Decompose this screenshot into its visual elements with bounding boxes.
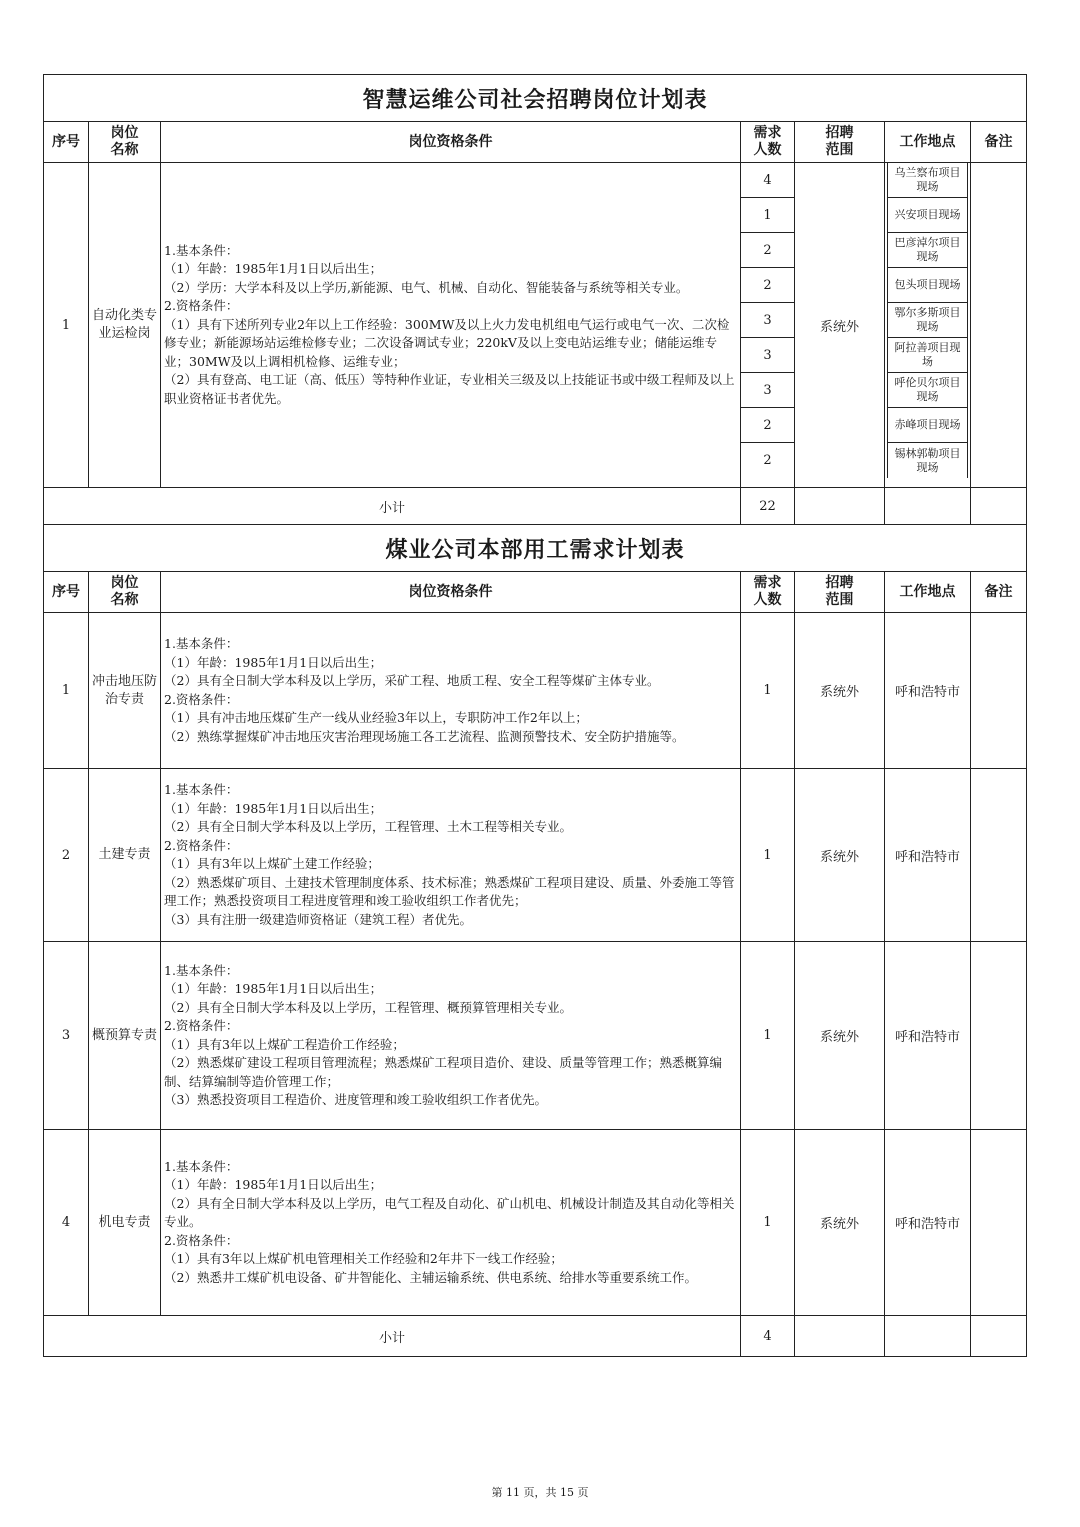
requirement-line: （2）具有全日制大学本科及以上学历，工程管理、概预算管理相关专业。 <box>164 999 572 1015</box>
header-place: 工作地点 <box>885 572 971 613</box>
requirement-line: （1）具有3年以上煤矿土建工作经验； <box>164 856 380 871</box>
page-footer: 第 11 页，共 15 页 <box>491 1486 589 1499</box>
requirement-line: 1.基本条件： <box>164 962 239 978</box>
site-count: 2 <box>741 268 794 303</box>
requirement-line: 2.资格条件： <box>164 837 239 853</box>
requirement-line: （1）年龄：1985年1月1日以后出生； <box>164 1177 383 1193</box>
table1-row <box>44 163 1027 488</box>
site-place: 包头项目现场 <box>887 268 968 303</box>
requirement-line: 2.资格条件： <box>164 691 239 707</box>
site-count: 3 <box>741 303 794 338</box>
site-place: 乌兰察布项目现场 <box>887 163 968 198</box>
row-place: 呼和浩特市 <box>885 769 971 942</box>
subtotal-place <box>885 1316 971 1357</box>
header-note: 备注 <box>971 122 1027 163</box>
requirement-line: （1）年龄：1985年1月1日以后出生； <box>164 261 383 277</box>
recruitment-table <box>43 74 1027 1357</box>
header-req: 岗位资格条件 <box>161 122 741 163</box>
requirement-line: （3）具有注册一级建造师资格证（建筑工程）者优先。 <box>164 911 472 927</box>
site-place: 赤峰项目现场 <box>887 408 968 443</box>
site-count: 3 <box>741 373 794 408</box>
header-req: 岗位资格条件 <box>161 572 741 613</box>
row-note <box>971 163 1027 488</box>
row-place: 呼和浩特市 <box>885 613 971 769</box>
header-scope <box>795 572 885 613</box>
table2-body <box>44 613 1027 1316</box>
site-count: 3 <box>741 338 794 373</box>
header-note: 备注 <box>971 572 1027 613</box>
requirement-line: 1.基本条件： <box>164 242 239 258</box>
row-count: 1 <box>741 1130 795 1316</box>
requirement-line: （2）熟练掌握煤矿冲击地压灾害治理现场施工各工艺流程、监测预警技术、安全防护措施等。 <box>164 728 685 744</box>
requirement-line: 2.资格条件： <box>164 298 239 314</box>
site-place: 巴彦淖尔项目现场 <box>887 233 968 268</box>
requirement-line: （1）具有冲击地压煤矿生产一线从业经验3年以上，专职防冲工作2年以上； <box>164 710 588 725</box>
subtotal-label: 小计 <box>44 1316 741 1357</box>
row-post: 概预算专责 <box>89 942 161 1130</box>
header-seq: 序号 <box>44 122 89 163</box>
row-note <box>971 942 1027 1130</box>
row-note <box>971 1130 1027 1316</box>
header-count-text: 需求 人数 <box>753 575 782 608</box>
table-row <box>44 942 1027 1130</box>
row-post: 自动化类专业运检岗 <box>89 163 161 488</box>
row-place: 呼和浩特市 <box>885 1130 971 1316</box>
site-count: 4 <box>741 163 794 198</box>
requirement-line: （3）熟悉投资项目工程造价、进度管理和竣工验收组织工作者优先。 <box>164 1092 547 1107</box>
requirement-line: 2.资格条件： <box>164 1232 239 1248</box>
requirement-line: 1.基本条件： <box>164 782 239 797</box>
row-post: 冲击地压防治专责 <box>89 613 161 769</box>
row-scope: 系统外 <box>795 613 885 769</box>
header-post <box>89 122 161 163</box>
requirement-line: 2.资格条件： <box>164 1018 239 1033</box>
requirement-line: （2）学历：大学本科及以上学历,新能源、电气、机械、自动化、智能装备与系统等相关专业。 <box>164 279 689 295</box>
row-scope: 系统外 <box>795 942 885 1130</box>
requirement-line: （2）熟悉井工煤矿机电设备、矿井智能化、主辅运输系统、供电系统、给排水等重要系统工作。 <box>164 1269 697 1285</box>
header-count <box>741 572 795 613</box>
row-post: 土建专责 <box>89 769 161 942</box>
requirement-line: （1）具有3年以上煤矿工程造价工作经验； <box>164 1036 405 1052</box>
row-site-counts <box>741 163 795 488</box>
plan-sheet <box>43 74 1026 1357</box>
requirement-line: （1）年龄：1985年1月1日以后出生； <box>164 981 383 996</box>
site-count: 2 <box>741 233 794 268</box>
row-place: 呼和浩特市 <box>885 942 971 1130</box>
row-count: 1 <box>741 613 795 769</box>
header-post-text: 岗位 名称 <box>110 125 139 158</box>
requirement-line: （1）年龄：1985年1月1日以后出生； <box>164 800 383 816</box>
row-requirements <box>161 942 741 1130</box>
site-place: 鄂尔多斯项目现场 <box>887 303 968 338</box>
table-row <box>44 769 1027 942</box>
table2-title: 煤业公司本部用工需求计划表 <box>44 525 1027 572</box>
site-place: 阿拉善项目现场 <box>887 338 968 373</box>
row-count: 1 <box>741 769 795 942</box>
site-count: 2 <box>741 408 794 443</box>
subtotal-scope <box>795 1316 885 1357</box>
table1-title: 智慧运维公司社会招聘岗位计划表 <box>44 75 1027 122</box>
requirement-line: 1.基本条件： <box>164 636 239 651</box>
row-seq: 2 <box>44 769 89 942</box>
row-requirements <box>161 769 741 942</box>
table2-header-row <box>44 572 1027 613</box>
header-scope-text: 招聘 范围 <box>825 125 854 158</box>
header-post-text: 岗位 名称 <box>110 575 139 608</box>
requirement-lines <box>164 242 738 409</box>
table1-header-row <box>44 122 1027 163</box>
requirement-line: （2）熟悉煤矿建设工程项目管理流程；熟悉煤矿工程项目造价、建设、质量等管理工作；熟悉概算编制、结算编制等造价管理工作； <box>164 1055 722 1089</box>
subtotal-label: 小计 <box>44 488 741 525</box>
table-row <box>44 1130 1027 1316</box>
requirement-line: （2）具有全日制大学本科及以上学历，电气工程及自动化、矿山机电、机械设计制造及其自动化等相关专业。 <box>164 1195 735 1230</box>
row-seq: 4 <box>44 1130 89 1316</box>
requirement-line: （1）年龄：1985年1月1日以后出生； <box>164 654 383 670</box>
requirement-line: （2）具有全日制大学本科及以上学历，工程管理、土木工程等相关专业。 <box>164 819 572 834</box>
row-note <box>971 613 1027 769</box>
row-requirements <box>161 163 741 488</box>
header-place: 工作地点 <box>885 122 971 163</box>
header-scope-text: 招聘 范围 <box>825 575 854 608</box>
subtotal-place <box>885 488 971 525</box>
site-place: 呼伦贝尔项目现场 <box>887 373 968 408</box>
requirement-line: （2）具有全日制大学本科及以上学历，采矿工程、地质工程、安全工程等煤矿主体专业。 <box>164 673 660 688</box>
subtotal-value: 4 <box>741 1316 795 1357</box>
row-scope: 系统外 <box>795 1130 885 1316</box>
subtotal-value: 22 <box>741 488 795 525</box>
row-count: 1 <box>741 942 795 1130</box>
site-count: 1 <box>741 198 794 233</box>
site-place-list <box>885 163 970 478</box>
row-scope: 系统外 <box>795 769 885 942</box>
site-place: 兴安项目现场 <box>887 198 968 233</box>
header-scope <box>795 122 885 163</box>
row-scope: 系统外 <box>795 163 885 488</box>
table2-subtotal-row <box>44 1316 1027 1357</box>
subtotal-note <box>971 488 1027 525</box>
table-row <box>44 613 1027 769</box>
table1-subtotal-row <box>44 488 1027 525</box>
row-seq: 1 <box>44 163 89 488</box>
row-note <box>971 769 1027 942</box>
row-seq: 3 <box>44 942 89 1130</box>
row-site-places <box>885 163 971 488</box>
requirement-line: （2）熟悉煤矿项目、土建技术管理制度体系、技术标准；熟悉煤矿工程项目建设、质量、外委施工等管理工作；熟悉投资项目工程进度管理和竣工验收组织工作者优先； <box>164 874 735 908</box>
site-place: 锡林郭勒项目现场 <box>887 443 968 478</box>
header-seq: 序号 <box>44 572 89 613</box>
header-post <box>89 572 161 613</box>
subtotal-scope <box>795 488 885 525</box>
row-seq: 1 <box>44 613 89 769</box>
subtotal-note <box>971 1316 1027 1357</box>
requirement-line: （2）具有登高、电工证（高、低压）等特种作业证，专业相关三级及以上技能证书或中级工程师及以上职业资格证书者优先。 <box>164 372 735 406</box>
requirement-line: （1）具有下述所列专业2年以上工作经验：300MW及以上火力发电机组电气运行或电气一次、二次检修专业；新能源场站运维检修专业；二次设备调试专业；220kV及以上变电站运维专业；储能运维专业；30MW及以上调相机检修、运维专业； <box>164 316 730 369</box>
site-count-list <box>741 163 794 478</box>
requirement-line: 1.基本条件： <box>164 1158 239 1174</box>
row-requirements <box>161 1130 741 1316</box>
header-count-text: 需求 人数 <box>753 125 782 158</box>
requirement-line: （1）具有3年以上煤矿机电管理相关工作经验和2年井下一线工作经验； <box>164 1251 563 1267</box>
header-count <box>741 122 795 163</box>
row-requirements <box>161 613 741 769</box>
site-count: 2 <box>763 453 772 468</box>
row-post: 机电专责 <box>89 1130 161 1316</box>
